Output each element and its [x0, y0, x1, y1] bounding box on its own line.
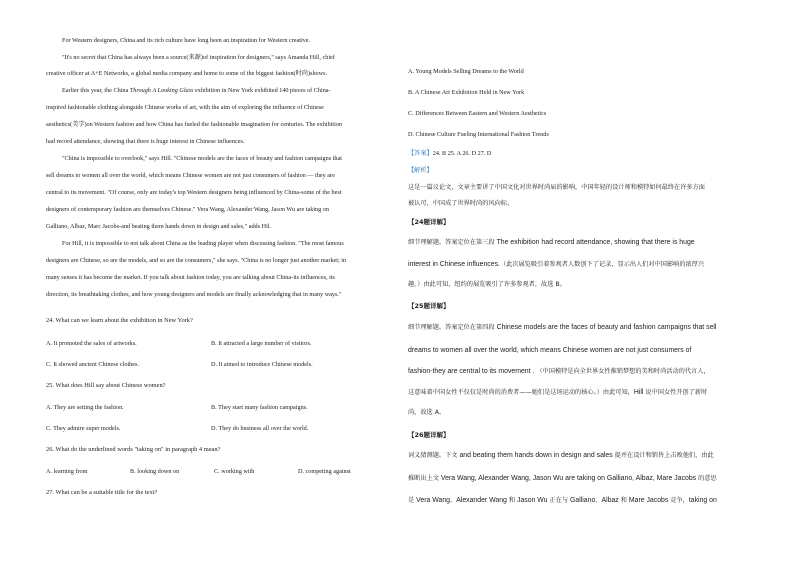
passage-paragraph-2-line-2: creative officer at A+E Networks, a global media company and home to some of the biggest fashion(时尚)shows. [46, 70, 328, 77]
name-run: Vera Wang [416, 497, 450, 504]
text-run: 正在与 [547, 497, 571, 504]
quoted-english: Chinese models are the faces of beauty and fashion campaigns that sell [496, 324, 717, 331]
detail-26-line-3 [408, 497, 717, 505]
analysis-line-2: 被认可，中国成了世界时尚的风向标。 [408, 200, 514, 207]
text-run: 这意味着中国女性不仅仅是时尚的消费者——她们是这场运动的核心。）由此可知， [408, 389, 634, 396]
text-run: 推断出上文 [408, 475, 441, 482]
name-run: Albaz [601, 497, 619, 504]
passage-paragraph-3-line-4: had record attendance, showing that there is huge interest in Chinese influences. [46, 138, 245, 145]
detail-26-line-1 [408, 452, 714, 460]
option-24-b: B. It attracted a large number of visitors. [211, 340, 312, 347]
exhibition-title: Through A Looking Glass [129, 87, 194, 94]
text-run: Earlier this year, the China [62, 87, 130, 94]
option-24-a: A. It promoted the sales of artworks. [46, 340, 137, 347]
text-run: 细节理解题。答案定位在第四段 [408, 324, 497, 331]
detail-24-line-2 [408, 261, 704, 269]
option-26-d: D. competing against [298, 468, 351, 475]
passage-paragraph-4-line-1: "China is impossible to overlook," says Hill. "Chinese models are the faces of beauty and fashion campaigns that [62, 155, 342, 162]
name-run: taking on [688, 497, 717, 504]
passage-paragraph-4-line-5: Galliano, Albaz, Marc Jacobs-and beating them hands down in design and sales," adds Hil. [46, 223, 272, 230]
analysis-label: 【解析】 [408, 167, 433, 174]
passage-paragraph-5-line-1: For Hill, it is impossible to not talk about China as the leading player when discussing fashion. "The most famous [62, 240, 344, 247]
name-run: Galliano [570, 497, 596, 504]
option-24-d: D. It aimed to introduce Chinese models. [211, 361, 313, 368]
option-27-b: B. A Chinese Art Exhibition Held in New York [408, 89, 525, 96]
name-run: Mare Jacobs [628, 497, 669, 504]
quoted-english: fashion-they are central to its movement . [408, 368, 535, 375]
detail-25-line-4 [408, 389, 707, 397]
answer-values: 24. B 25. A 26. D 27. D [432, 150, 492, 157]
option-27-d: D. Chinese Culture Fueling International Fashion Trends [408, 131, 549, 138]
option-25-a: A. They are setting the fashion. [46, 404, 124, 411]
answer-line [408, 150, 491, 158]
option-26-c: C. working with [214, 468, 255, 475]
option-24-c: C. It showed ancient Chinese clothes. [46, 361, 139, 368]
option-26-a: A. learning from [46, 468, 88, 475]
passage-paragraph-5-line-3: many senses it has become the market. If you talk about fashion today, you are talking about China-its influences, its [46, 274, 335, 281]
quoted-english: interest in Chinese influences. [408, 261, 500, 268]
passage-paragraph-5-line-2: designers are Chinese, so are the models, and so are the consumers," she says. "China is no longer just another market; in [46, 257, 347, 264]
passage-paragraph-3-line-3: aesthetics(美学)on Western fashion and how China has fueled the fashionable imagination for centuries. The exhibition [46, 121, 343, 128]
detail-25-label: 【25题详解】 [408, 302, 450, 310]
text-run: 和 [618, 497, 629, 504]
name-run: Jason Wu [517, 497, 548, 504]
passage-paragraph-3-line-1 [62, 87, 331, 95]
passage-paragraph-3-line-2: inspired fashionable clothing alongside Chinese works of art, with the aim of exploring the influence of Chinese [46, 104, 324, 111]
quoted-english: Vera Wang, Alexander Wang, Jason Wu are taking on Galliano, Albaz, Mare Jacobs [440, 475, 697, 482]
detail-26-label: 【26题详解】 [408, 431, 450, 439]
passage-paragraph-2-line-1: "It's no secret that China has always been a source(来源)of inspiration for designers," says Amanda Hill, chief [62, 54, 335, 61]
text-run: 是 [408, 497, 417, 504]
passage-paragraph-4-line-2: sell dreams to women all over the world, which means Chinese women are not just consumers of fashion — they are [46, 172, 335, 179]
detail-25-line-2: dreams to women all over the world, which means Chinese women are not just consumers of [408, 347, 692, 354]
detail-24-line-3: 趣。）由此可知，纽约的展览吸引了许多参观者，故选 B。 [408, 281, 566, 288]
detail-25-line-1 [408, 324, 716, 332]
text-run: （中国模特是向全世界女性推销梦想的美和时尚活动的代言人， [534, 368, 710, 375]
question-25: 25. What does Hill say about Chinese women? [46, 382, 166, 389]
text-run: 词义猜测题。下文 [408, 452, 460, 459]
question-26: 26. What do the underlined words "taking on" in paragraph 4 mean? [46, 446, 221, 453]
question-24: 24. What can we learn about the exhibition in New York? [46, 317, 193, 324]
text-run: 细节理解题。答案定位在第三段 [408, 239, 497, 246]
detail-25-line-5: 尚，故选 A。 [408, 409, 446, 416]
option-27-a: A. Young Models Selling Dreams to the World [408, 68, 524, 75]
passage-paragraph-1: For Western designers, China and its rich culture have long been an inspiration for Western creative. [62, 37, 311, 44]
text-run: exhibition in New York exhibited 140 pieces of China- [193, 87, 331, 94]
text-run: 和 [506, 497, 517, 504]
detail-24-line-1 [408, 239, 695, 247]
detail-24-label: 【24题详解】 [408, 218, 450, 226]
option-25-b: B. They start many fashion campaigns. [211, 404, 308, 411]
text-run: 、 [595, 497, 602, 504]
option-27-c: C. Differences Between Eastern and Western Aesthetics [408, 110, 547, 117]
quoted-english: The exhibition had record attendance, showing that there is huge [496, 239, 695, 246]
text-run: （此次展览吸引着参观者人数创下了记录，显示出人们对中国影响的浓厚兴 [499, 261, 705, 268]
text-run: 提并在设计和销售上击败他们，由此 [612, 452, 714, 459]
option-26-b: B. looking down on [130, 468, 180, 475]
name-run: Alexander Wang [456, 497, 507, 504]
passage-paragraph-4-line-3: central to its movement. "Of course, only are today's top Western designers being influenced by China-some of the best [46, 189, 342, 196]
passage-paragraph-5-line-4: direction, its breathtaking clothes, and how young designers and models are finally acknowledging that in many ways." [46, 291, 342, 298]
text-run: 的意思 [696, 475, 717, 482]
passage-paragraph-4-line-4: designers of contemporary fashion are themselves Chinese." Vera Wang, Alexander Wang, Jason Wu are taking on [46, 206, 329, 213]
question-27: 27. What can be a suitable title for the text? [46, 489, 158, 496]
quoted-english: and beating them hands down in design and sales [459, 452, 613, 459]
answer-label: 【答案】 [408, 150, 433, 157]
option-25-d: D. They do business all over the world. [211, 425, 309, 432]
text-run: 竞争， [668, 497, 689, 504]
text-run: 、 [450, 497, 457, 504]
detail-25-line-3 [408, 368, 710, 376]
detail-26-line-2 [408, 475, 717, 483]
text-run: 说中国女性开创了新时 [643, 389, 708, 396]
analysis-line-1: 这是一篇议论文，文章主要讲了中国文化对世界时尚届的影响，中国年轻的设计师和模特如何最终在许多方面 [408, 184, 705, 191]
name-run: Hill [633, 389, 644, 396]
option-25-c: C. They admire super models. [46, 425, 121, 432]
